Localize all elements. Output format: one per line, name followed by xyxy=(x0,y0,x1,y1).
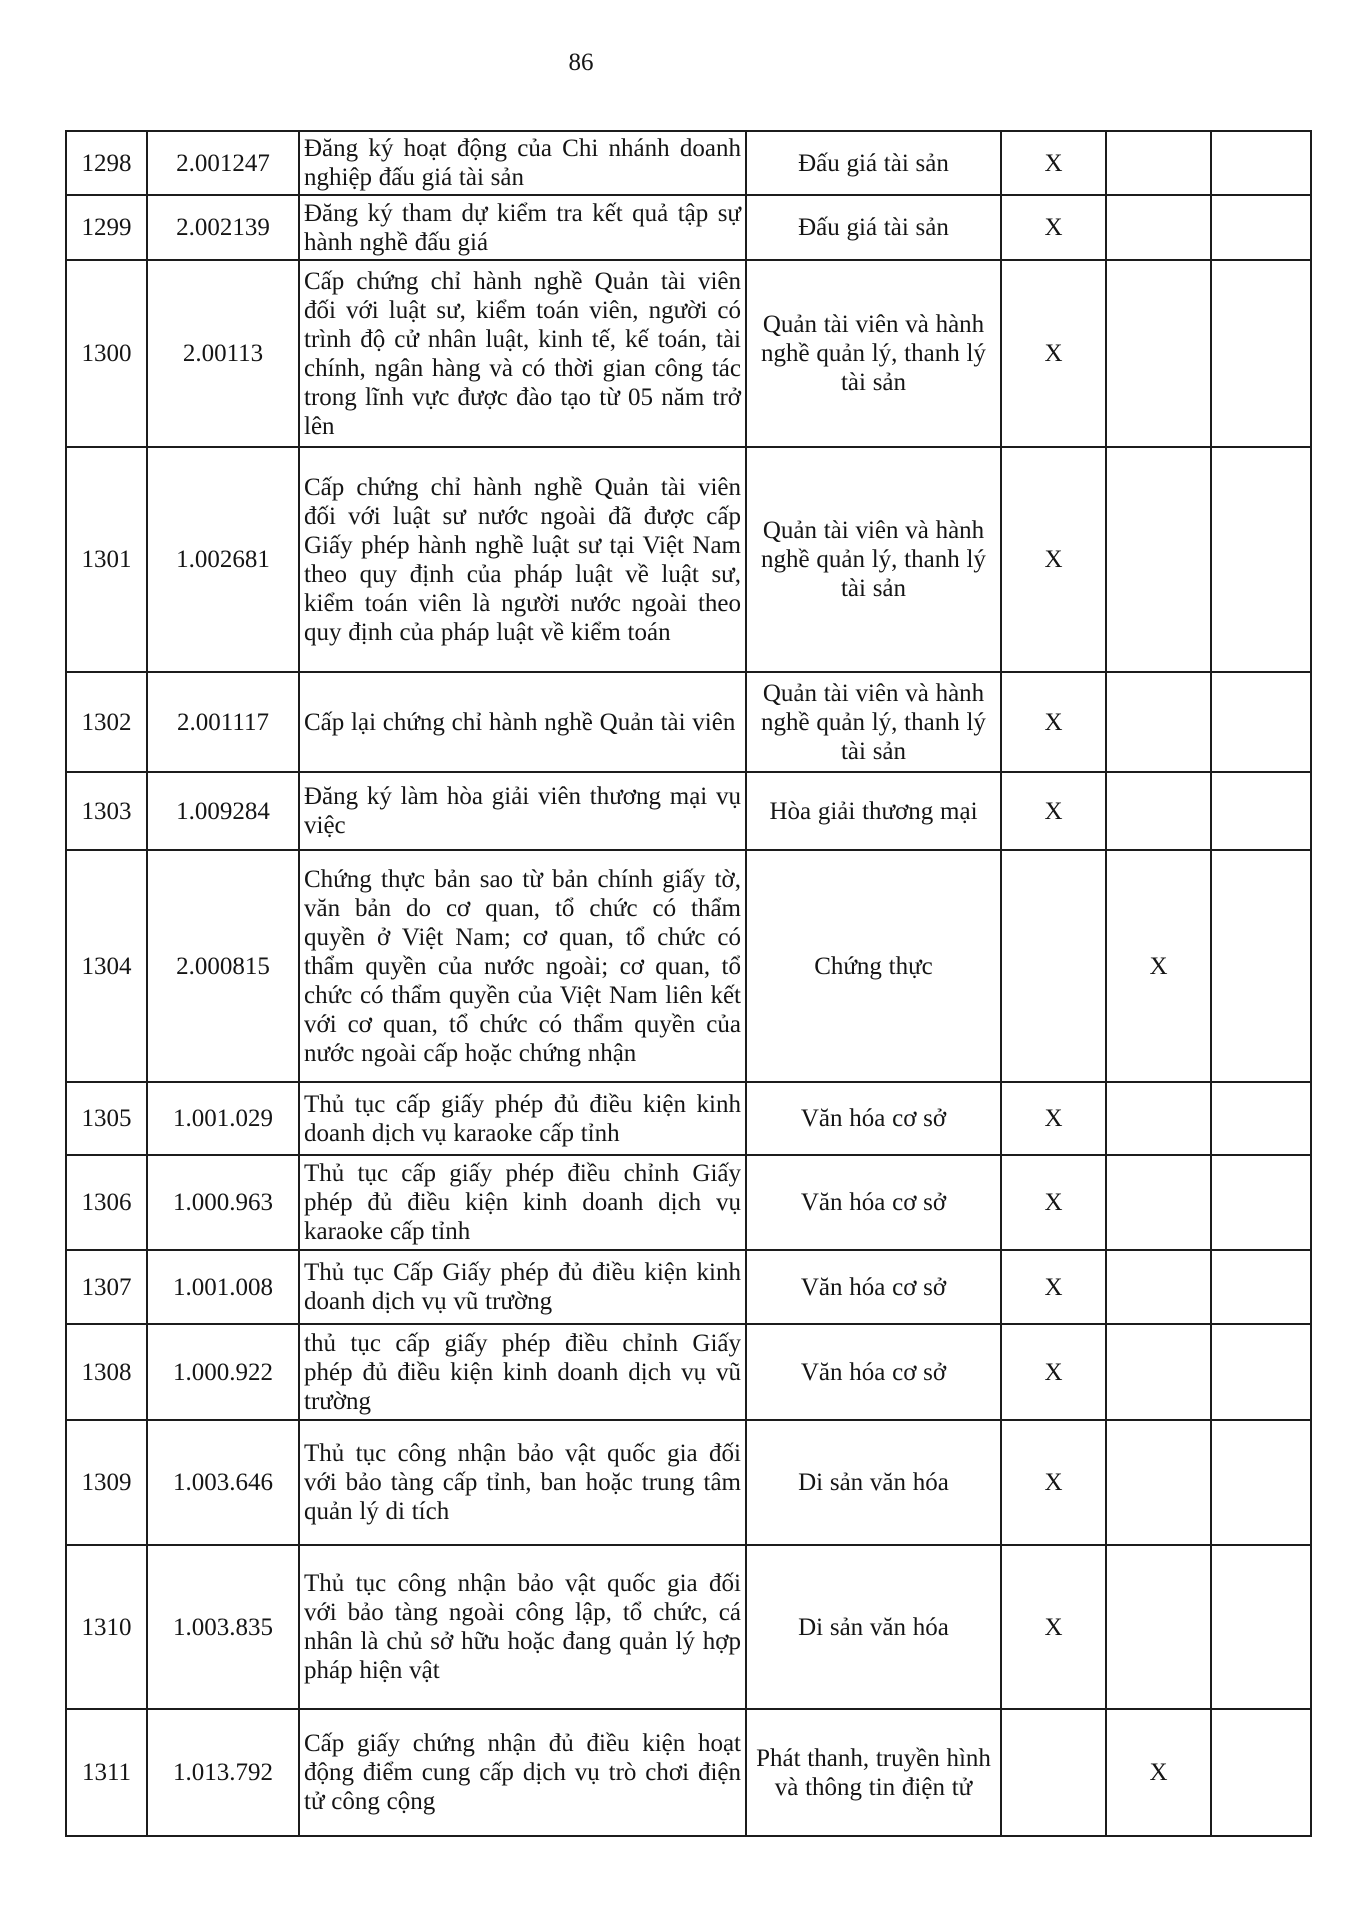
procedure-name-cell: Thủ tục công nhận bảo vật quốc gia đối với bảo tàng cấp tỉnh, ban hoặc trung tâm quản lý di tích xyxy=(299,1420,746,1545)
mark-extra-cell xyxy=(1211,1250,1311,1324)
procedure-name-cell: Thủ tục Cấp Giấy phép đủ điều kiện kinh doanh dịch vụ vũ trường xyxy=(299,1250,746,1324)
mark-level1-cell: X xyxy=(1001,672,1106,772)
mark-level2-cell xyxy=(1106,772,1211,850)
field-cell: Đấu giá tài sản xyxy=(746,131,1001,195)
mark-level2-cell xyxy=(1106,1420,1211,1545)
row-number-cell: 1303 xyxy=(66,772,147,850)
mark-level1-cell: X xyxy=(1001,131,1106,195)
procedure-code-cell: 1.013.792 xyxy=(147,1709,299,1836)
procedure-name-cell: Thủ tục công nhận bảo vật quốc gia đối với bảo tàng ngoài công lập, tổ chức, cá nhân là chủ sở hữu hoặc đang quản lý hợp pháp hiện vật xyxy=(299,1545,746,1709)
procedure-code-cell: 1.001.029 xyxy=(147,1082,299,1155)
procedure-name-cell: Thủ tục cấp giấy phép đủ điều kiện kinh doanh dịch vụ karaoke cấp tỉnh xyxy=(299,1082,746,1155)
row-number-cell: 1301 xyxy=(66,447,147,672)
row-number-cell: 1309 xyxy=(66,1420,147,1545)
field-cell: Phát thanh, truyền hình và thông tin điện tử xyxy=(746,1709,1001,1836)
row-number-cell: 1302 xyxy=(66,672,147,772)
mark-extra-cell xyxy=(1211,1155,1311,1250)
table-row xyxy=(66,1324,1311,1420)
table-row xyxy=(66,850,1311,1082)
mark-extra-cell xyxy=(1211,1709,1311,1836)
table-row xyxy=(66,772,1311,850)
procedure-name-cell: Cấp giấy chứng nhận đủ điều kiện hoạt động điểm cung cấp dịch vụ trò chơi điện tử công cộng xyxy=(299,1709,746,1836)
table-row xyxy=(66,1709,1311,1836)
page-number: 86 xyxy=(568,49,594,76)
mark-extra-cell xyxy=(1211,195,1311,260)
mark-level1-cell: X xyxy=(1001,1250,1106,1324)
mark-extra-cell xyxy=(1211,772,1311,850)
table-row xyxy=(66,195,1311,260)
table-row xyxy=(66,1420,1311,1545)
mark-level2-cell xyxy=(1106,1545,1211,1709)
mark-extra-cell xyxy=(1211,1420,1311,1545)
procedure-code-cell: 1.003.646 xyxy=(147,1420,299,1545)
mark-level2-cell xyxy=(1106,1324,1211,1420)
field-cell: Đấu giá tài sản xyxy=(746,195,1001,260)
procedure-name-cell: Chứng thực bản sao từ bản chính giấy tờ, văn bản do cơ quan, tổ chức có thẩm quyền ở Việt Nam; cơ quan, tổ chức có thẩm quyền của nước ngoài; cơ quan, tổ chức có thẩm quyền của Việt Nam liên kết với cơ quan, tổ chức có thẩm quyền của nước ngoài cấp hoặc chứng nhận xyxy=(299,850,746,1082)
mark-level1-cell: X xyxy=(1001,1155,1106,1250)
mark-extra-cell xyxy=(1211,1082,1311,1155)
table-row xyxy=(66,1155,1311,1250)
procedure-code-cell: 1.000.922 xyxy=(147,1324,299,1420)
mark-level1-cell: X xyxy=(1001,1420,1106,1545)
procedure-code-cell: 1.003.835 xyxy=(147,1545,299,1709)
mark-level1-cell xyxy=(1001,850,1106,1082)
procedure-code-cell: 2.002139 xyxy=(147,195,299,260)
table-row xyxy=(66,672,1311,772)
mark-level1-cell: X xyxy=(1001,1545,1106,1709)
mark-extra-cell xyxy=(1211,260,1311,447)
row-number-cell: 1299 xyxy=(66,195,147,260)
field-cell: Di sản văn hóa xyxy=(746,1420,1001,1545)
procedure-name-cell: Đăng ký làm hòa giải viên thương mại vụ việc xyxy=(299,772,746,850)
field-cell: Quản tài viên và hành nghề quản lý, thanh lý tài sản xyxy=(746,260,1001,447)
mark-level1-cell: X xyxy=(1001,195,1106,260)
procedure-name-cell: Cấp chứng chỉ hành nghề Quản tài viên đối với luật sư, kiểm toán viên, người có trình độ cử nhân luật, kinh tế, kế toán, tài chính, ngân hàng và có thời gian công tác trong lĩnh vực được đào tạo từ 05 năm trở lên xyxy=(299,260,746,447)
row-number-cell: 1307 xyxy=(66,1250,147,1324)
row-number-cell: 1304 xyxy=(66,850,147,1082)
field-cell: Văn hóa cơ sở xyxy=(746,1324,1001,1420)
row-number-cell: 1306 xyxy=(66,1155,147,1250)
mark-level2-cell: X xyxy=(1106,850,1211,1082)
field-cell: Quản tài viên và hành nghề quản lý, thanh lý tài sản xyxy=(746,672,1001,772)
mark-level1-cell: X xyxy=(1001,1324,1106,1420)
mark-level1-cell xyxy=(1001,1709,1106,1836)
procedure-code-cell: 2.000815 xyxy=(147,850,299,1082)
mark-level1-cell: X xyxy=(1001,260,1106,447)
procedure-code-cell: 1.002681 xyxy=(147,447,299,672)
mark-extra-cell xyxy=(1211,672,1311,772)
mark-level1-cell: X xyxy=(1001,1082,1106,1155)
field-cell: Quản tài viên và hành nghề quản lý, thanh lý tài sản xyxy=(746,447,1001,672)
mark-extra-cell xyxy=(1211,447,1311,672)
mark-extra-cell xyxy=(1211,131,1311,195)
mark-level1-cell: X xyxy=(1001,772,1106,850)
mark-level2-cell xyxy=(1106,672,1211,772)
procedure-name-cell: Đăng ký hoạt động của Chi nhánh doanh nghiệp đấu giá tài sản xyxy=(299,131,746,195)
procedures-table xyxy=(65,130,1312,1837)
mark-level2-cell xyxy=(1106,195,1211,260)
procedure-name-cell: Đăng ký tham dự kiểm tra kết quả tập sự hành nghề đấu giá xyxy=(299,195,746,260)
mark-level1-cell: X xyxy=(1001,447,1106,672)
table-row xyxy=(66,1545,1311,1709)
procedure-code-cell: 2.001247 xyxy=(147,131,299,195)
field-cell: Văn hóa cơ sở xyxy=(746,1155,1001,1250)
row-number-cell: 1298 xyxy=(66,131,147,195)
procedure-code-cell: 2.001117 xyxy=(147,672,299,772)
mark-level2-cell xyxy=(1106,1155,1211,1250)
row-number-cell: 1308 xyxy=(66,1324,147,1420)
field-cell: Văn hóa cơ sở xyxy=(746,1082,1001,1155)
procedure-name-cell: thủ tục cấp giấy phép điều chỉnh Giấy phép đủ điều kiện kinh doanh dịch vụ vũ trường xyxy=(299,1324,746,1420)
mark-level2-cell xyxy=(1106,1250,1211,1324)
procedure-name-cell: Thủ tục cấp giấy phép điều chỉnh Giấy phép đủ điều kiện kinh doanh dịch vụ karaoke cấp tỉnh xyxy=(299,1155,746,1250)
table-row xyxy=(66,447,1311,672)
row-number-cell: 1305 xyxy=(66,1082,147,1155)
row-number-cell: 1300 xyxy=(66,260,147,447)
field-cell: Chứng thực xyxy=(746,850,1001,1082)
procedure-code-cell: 1.001.008 xyxy=(147,1250,299,1324)
row-number-cell: 1311 xyxy=(66,1709,147,1836)
procedure-name-cell: Cấp lại chứng chỉ hành nghề Quản tài viên xyxy=(299,672,746,772)
row-number-cell: 1310 xyxy=(66,1545,147,1709)
mark-extra-cell xyxy=(1211,1545,1311,1709)
procedure-code-cell: 1.000.963 xyxy=(147,1155,299,1250)
mark-extra-cell xyxy=(1211,1324,1311,1420)
table-row xyxy=(66,131,1311,195)
table-row xyxy=(66,1250,1311,1324)
procedure-name-cell: Cấp chứng chỉ hành nghề Quản tài viên đối với luật sư nước ngoài đã được cấp Giấy phép hành nghề luật sư tại Việt Nam theo quy định của pháp luật về luật sư, kiểm toán viên là người nước ngoài theo quy định của pháp luật về kiểm toán xyxy=(299,447,746,672)
mark-level2-cell xyxy=(1106,1082,1211,1155)
field-cell: Văn hóa cơ sở xyxy=(746,1250,1001,1324)
mark-level2-cell xyxy=(1106,260,1211,447)
table-row xyxy=(66,1082,1311,1155)
procedures-table-body xyxy=(66,131,1311,1836)
field-cell: Di sản văn hóa xyxy=(746,1545,1001,1709)
procedure-code-cell: 1.009284 xyxy=(147,772,299,850)
mark-extra-cell xyxy=(1211,850,1311,1082)
field-cell: Hòa giải thương mại xyxy=(746,772,1001,850)
mark-level2-cell: X xyxy=(1106,1709,1211,1836)
mark-level2-cell xyxy=(1106,447,1211,672)
table-row xyxy=(66,260,1311,447)
procedure-code-cell: 2.00113 xyxy=(147,260,299,447)
mark-level2-cell xyxy=(1106,131,1211,195)
